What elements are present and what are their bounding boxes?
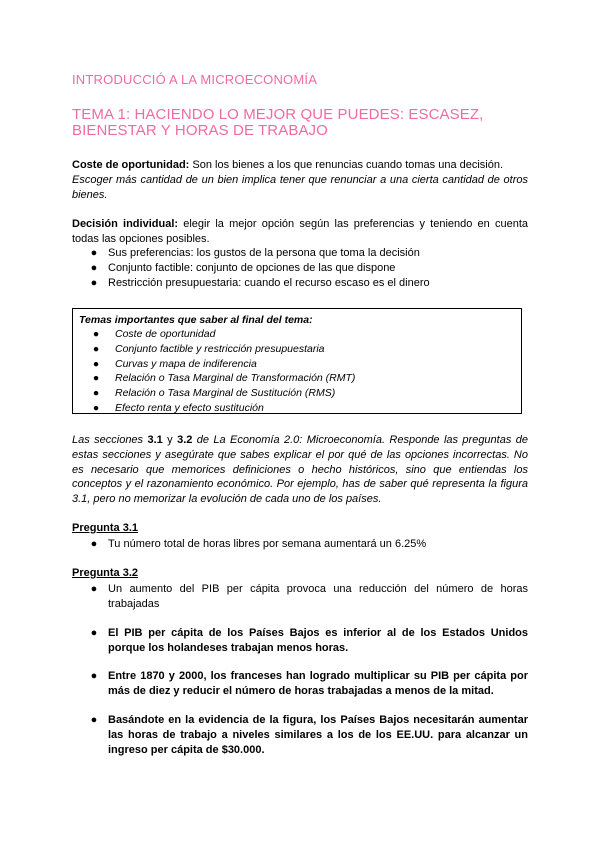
bullet-icon: ●: [92, 342, 100, 355]
pregunta-32-list-d: [72, 713, 528, 758]
pregunta-31-label: Pregunta 3.1: [72, 522, 139, 534]
bullet-icon: ●: [90, 714, 98, 726]
bullet-icon: ●: [92, 328, 100, 340]
list-item: ● Conjunto factible: conjunto de opciones de las que dispone: [90, 262, 396, 274]
list-item: ● Conjunto factible y restricción presupuestaria: [92, 342, 325, 355]
list-item: ● Tu número total de horas libres por semana aumentará un 6.25%: [90, 538, 427, 550]
temas-importantes-box: [72, 308, 522, 414]
list-item: ● Entre 1870 y 2000, los franceses han logrado multiplicar su PIB per cápita por más de diez y reducir el número de horas trabajadas a menos de la mitad.: [90, 670, 528, 697]
list-item: ● Relación o Tasa Marginal de Transformación (RMT): [92, 372, 356, 385]
bullet-icon: ●: [90, 583, 98, 595]
box-title: Temas importantes que saber al final del tema:: [79, 314, 313, 326]
tema-title: TEMA 1: HACIENDO LO MEJOR QUE PUEDES: ESCASEZ, BIENESTAR Y HORAS DE TRABAJO: [72, 106, 484, 139]
temas-list: [79, 327, 515, 416]
decision-list: [72, 246, 528, 291]
bullet-icon: ●: [92, 387, 100, 400]
list-item: ● Un aumento del PIB per cápita provoca una reducción del número de horas trabajadas: [90, 583, 528, 610]
list-item: ● Restricción presupuestaria: cuando el recurso escaso es el dinero: [90, 277, 430, 289]
course-title: INTRODUCCIÓ A LA MICROECONOMÍA: [72, 72, 318, 87]
list-item: ● Coste de oportunidad: [92, 328, 216, 340]
instructions-paragraph: Las secciones 3.1 y 3.2 de La Economía 2.0: Microeconomía. Responde las preguntas de estas secciones y asegúrate que sabes explicar el por qué de las opciones incorrectas. No es necesario que memorices definiciones o hecho históricos, sino que entiendas los conceptos y el razonamiento económico. Por ejemplo, has de saber qué representa la figura 3.1, pero no memorizar la evolución de cada uno de los países.: [72, 434, 528, 506]
coste-label: Coste de oportunidad:: [72, 159, 190, 171]
bullet-icon: ●: [90, 627, 98, 639]
coste-example: Escoger más cantidad de un bien implica tener que renunciar a una cierta cantidad de otros bienes.: [72, 174, 528, 201]
bullet-icon: ●: [90, 538, 98, 550]
coste-definition: Son los bienes a los que renuncias cuando tomas una decisión.: [189, 159, 504, 171]
bullet-icon: ●: [92, 372, 100, 385]
decision-text: elegir la mejor opción según las preferencias y teniendo en cuenta todas las opciones posibles.: [72, 218, 529, 245]
decision-label: Decisión individual:: [72, 218, 179, 230]
bullet-icon: ●: [92, 357, 100, 370]
list-item: ● El PIB per cápita de los Países Bajos es inferior al de los Estados Unidos porque los holandeses trabajan menos horas.: [90, 627, 528, 654]
coste-oportunidad-paragraph: [72, 158, 528, 203]
pregunta-31-list: [72, 537, 528, 552]
pregunta-32-list: [72, 582, 528, 612]
bullet-icon: ●: [90, 262, 98, 274]
bullet-icon: ●: [90, 247, 98, 259]
bullet-icon: ●: [90, 670, 98, 682]
list-item: ● Relación o Tasa Marginal de Sustitución (RMS): [92, 387, 336, 400]
pregunta-32-label: Pregunta 3.2: [72, 567, 139, 579]
bullet-icon: ●: [92, 401, 100, 414]
list-item: ● Sus preferencias: los gustos de la persona que toma la decisión: [90, 247, 420, 259]
pregunta-32-list-b: [72, 626, 528, 656]
bullet-icon: ●: [90, 277, 98, 289]
list-item: ● Basándote en la evidencia de la figura, los Países Bajos necesitarán aumentar las horas de trabajo a niveles similares a los de los EE.UU. para alcanzar un ingreso per cápita de $30.000.: [90, 714, 528, 756]
pregunta-32-list-c: [72, 669, 528, 699]
list-item: ● Curvas y mapa de indiferencia: [92, 357, 257, 370]
list-item: ● Efecto renta y efecto sustitución: [92, 401, 264, 414]
decision-individual-paragraph: [72, 217, 528, 247]
